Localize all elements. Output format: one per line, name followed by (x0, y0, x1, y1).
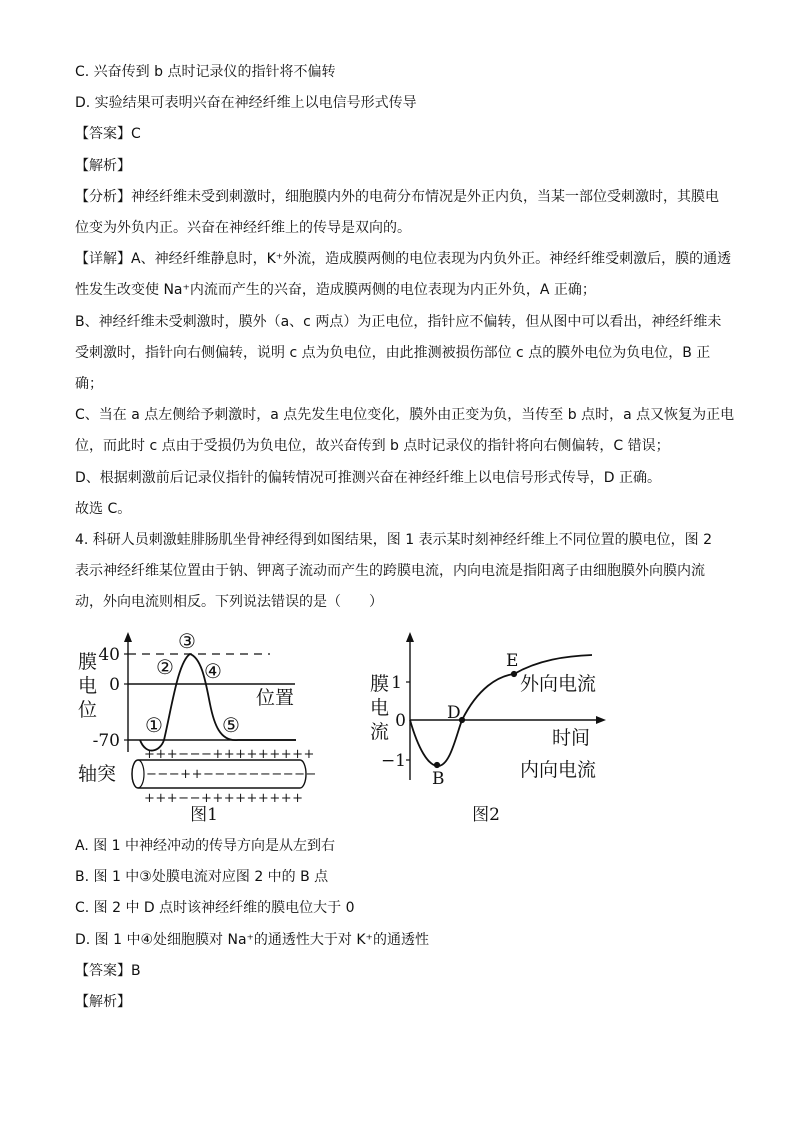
fig2-point-b (434, 762, 439, 767)
option-line: D. 图 1 中④处细胞膜对 Na⁺的通透性大于对 K⁺的通透性 (75, 931, 429, 948)
fig2-label-b: B (432, 769, 445, 789)
fig1-y-arrow (124, 632, 132, 642)
text-line: 表示神经纤维某位置由于钠、钾离子流动而产生的跨膜电流，内向电流是指阳离子由细胞膜外向膜内流 (75, 563, 705, 580)
fig2-ylabel-2: 电 (370, 697, 390, 719)
figure-area (0, 620, 794, 830)
text-line: C、当在 a 点左侧给予刺激时，a 点先发生电位变化，膜外由正变为负，当传至 b 点时，a 点又恢复为正电 (75, 407, 735, 424)
figures-svg (0, 620, 794, 830)
text-line: 确； (75, 376, 103, 392)
text-line: 位变为外负内正。兴奋在神经纤维上的传导是双向的。 (75, 220, 411, 236)
text-line: 位，而此时 c 点由于受损仍为负电位，故兴奋传到 b 点时记录仪的指针将向右侧偏转，C 错误； (75, 438, 670, 455)
fig1-xlabel: 位置 (256, 687, 295, 709)
fig1-marker-4: ④ (204, 659, 222, 683)
text-line: B、神经纤维未受刺激时，膜外（a、c 两点）为正电位，指针应不偏转，但从图中可以看出，神经纤维未 (75, 313, 722, 330)
figure-2-labels (370, 651, 596, 825)
fig1-charges-inner: −−−++−−−−−−−−−− (146, 767, 317, 782)
text-line: D、根据刺激前后记录仪指针的偏转情况可推测兴奋在神经纤维上以电信号形式传导，D 正确。 (75, 469, 662, 486)
fig1-tick-neg70: -70 (92, 731, 120, 751)
text-line: 动，外向电流则相反。下列说法错误的是（ ） (75, 594, 383, 611)
text-line: 【详解】A、神经纤维静息时，K⁺外流，造成膜两侧的电位表现为内负外正。神经纤维受刺激后，膜的通透 (75, 251, 732, 268)
fig2-ylabel-1: 膜 (370, 673, 390, 695)
fig1-tick-0: 0 (109, 675, 120, 695)
option-line: A. 图 1 中神经冲动的传导方向是从左到右 (75, 838, 336, 854)
fig2-tick-neg1: −1 (380, 751, 406, 771)
fig2-label-d: D (447, 703, 461, 723)
fig2-inward-label: 内向电流 (520, 759, 597, 781)
fig1-marker-2: ② (156, 655, 174, 679)
option-line: 【答案】B (75, 962, 141, 979)
fig2-y-arrow (406, 632, 414, 642)
fig1-marker-1: ① (145, 713, 163, 737)
option-line: B. 图 1 中③处膜电流对应图 2 中的 B 点 (75, 869, 329, 886)
fig1-marker-5: ⑤ (222, 713, 240, 737)
text-line: D. 实验结果可表明兴奋在神经纤维上以电信号形式传导 (75, 95, 417, 112)
option-line: C. 图 2 中 D 点时该神经纤维的膜电位大于 0 (75, 900, 355, 917)
fig2-current-curve (410, 655, 592, 766)
text-line: 【答案】C (75, 126, 141, 143)
fig1-axon-label: 轴突 (78, 763, 117, 785)
text-line: 【解析】 (75, 157, 131, 174)
fig1-ylabel-1: 膜 (78, 651, 98, 673)
fig1-marker-3: ③ (178, 629, 196, 653)
fig2-x-arrow (596, 716, 606, 724)
fig1-caption: 图1 (190, 805, 218, 825)
fig2-ylabel-3: 流 (370, 721, 390, 743)
fig1-charges-bottom: +++−−+++++++++ (144, 791, 304, 806)
figure-1-labels (78, 629, 317, 825)
fig1-ylabel-3: 位 (78, 699, 98, 721)
fig2-tick-0: 0 (395, 711, 406, 731)
figure-1 (124, 632, 306, 788)
fig1-ylabel-2: 电 (78, 675, 98, 697)
fig1-charges-top: +++−−−+++++++++ (144, 747, 315, 762)
fig2-tick-1: 1 (391, 673, 402, 693)
text-line: C. 兴奋传到 b 点时记录仪的指针将不偏转 (75, 64, 336, 80)
fig2-xlabel: 时间 (552, 727, 591, 749)
text-line: 故选 C。 (75, 500, 132, 517)
option-line: 【解析】 (75, 994, 131, 1010)
text-line: 性发生改变使 Na⁺内流而产生的兴奋，造成膜两侧的电位表现为内正外负，A 正确； (75, 282, 596, 299)
fig2-caption: 图2 (472, 805, 500, 825)
fig1-tick-40: 40 (98, 645, 120, 665)
fig2-point-e (511, 671, 516, 676)
fig2-label-e: E (506, 651, 519, 671)
text-line: 4. 科研人员刺激蛙腓肠肌坐骨神经得到如图结果，图 1 表示某时刻神经纤维上不同位置的膜电位，图 2 (75, 532, 712, 548)
text-line: 受刺激时，指针向右侧偏转，说明 c 点为负电位，由此推测被损伤部位 c 点的膜外电位为负电位，B 正 (75, 344, 711, 361)
text-line: 【分析】神经纤维未受到刺激时，细胞膜内外的电荷分布情况是外正内负，当某一部位受刺激时，其膜电 (75, 188, 719, 205)
fig2-outward-label: 外向电流 (520, 673, 597, 695)
